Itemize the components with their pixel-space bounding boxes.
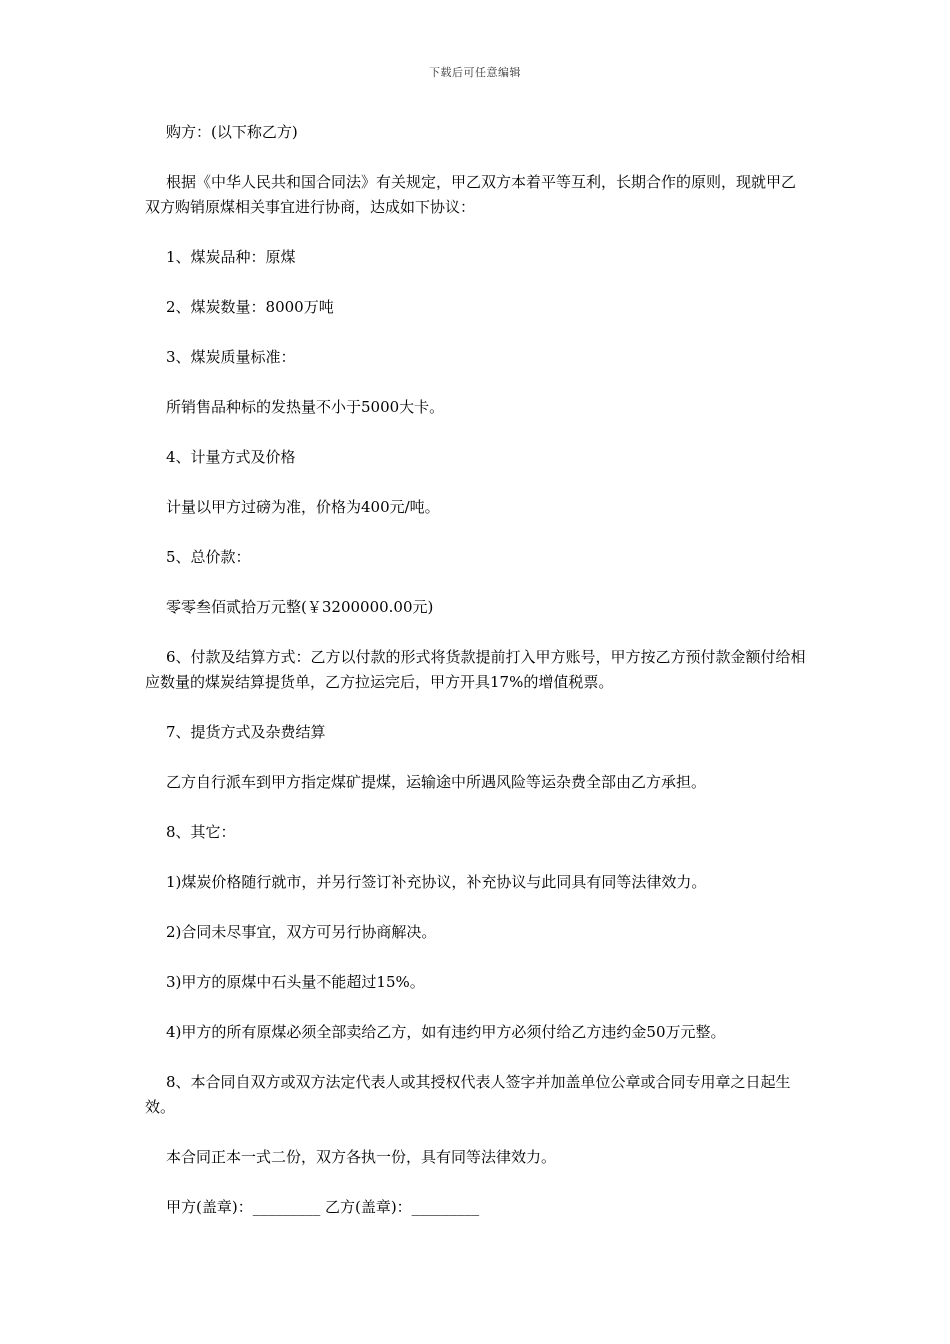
clause-5-heading: 5、总价款： [166,548,251,566]
contract-body [145,120,810,1245]
clause-1-coal-type: 1、煤炭品种：原煤 [166,248,296,266]
clause-8-item-3: 3)甲方的原煤中石头量不能超过15%。 [166,973,425,991]
clause-3-quality-text: 所销售品种标的发热量不小于5000大卡。 [166,398,445,416]
preamble-paragraph: 根据《中华人民共和国合同法》有关规定，甲乙双方本着平等互利，长期合作的原则，现就甲乙双方购销原煤相关事宜进行协商，达成如下协议： [145,173,797,216]
clause-4-heading: 4、计量方式及价格 [166,448,296,466]
clause-5-amount: 零零叁佰贰拾万元整(￥3200000.00元) [166,598,434,616]
clause-4-text: 计量以甲方过磅为准，价格为400元/吨。 [166,498,440,516]
buyer-line: 购方：(以下称乙方) [166,123,298,141]
clause-7-text: 乙方自行派车到甲方指定煤矿提煤，运输途中所遇风险等运杂费全部由乙方承担。 [166,773,707,791]
clause-3-quality-heading: 3、煤炭质量标准： [166,348,296,366]
copies-statement: 本合同正本一式二份，双方各执一份，具有同等法律效力。 [166,1148,557,1166]
clause-8-item-4: 4)甲方的所有原煤必须全部卖给乙方，如有违约甲方必须付给乙方违约金50万元整。 [166,1023,726,1041]
clause-2-coal-quantity: 2、煤炭数量：8000万吨 [166,298,334,316]
clause-effective: 8、本合同自双方或双方法定代表人或其授权代表人签字并加盖单位公章或合同专用章之日起生效。 [145,1073,791,1116]
clause-6-payment: 6、付款及结算方式：乙方以付款的形式将货款提前打入甲方账号，甲方按乙方预付款金额付给相应数量的煤炭结算提货单，乙方拉运完后，甲方开具17%的增值税票。 [145,648,806,691]
clause-8-item-1: 1)煤炭价格随行就市，并另行签订补充协议，补充协议与此同具有同等法律效力。 [166,873,707,891]
clause-8-item-2: 2)合同未尽事宜，双方可另行协商解决。 [166,923,437,941]
clause-8-heading: 8、其它： [166,823,236,841]
signature-line: 甲方(盖章)：_________ 乙方(盖章)：_________ [166,1198,480,1216]
clause-7-heading: 7、提货方式及杂费结算 [166,723,326,741]
page-header: 下载后可任意编辑 [429,66,521,79]
